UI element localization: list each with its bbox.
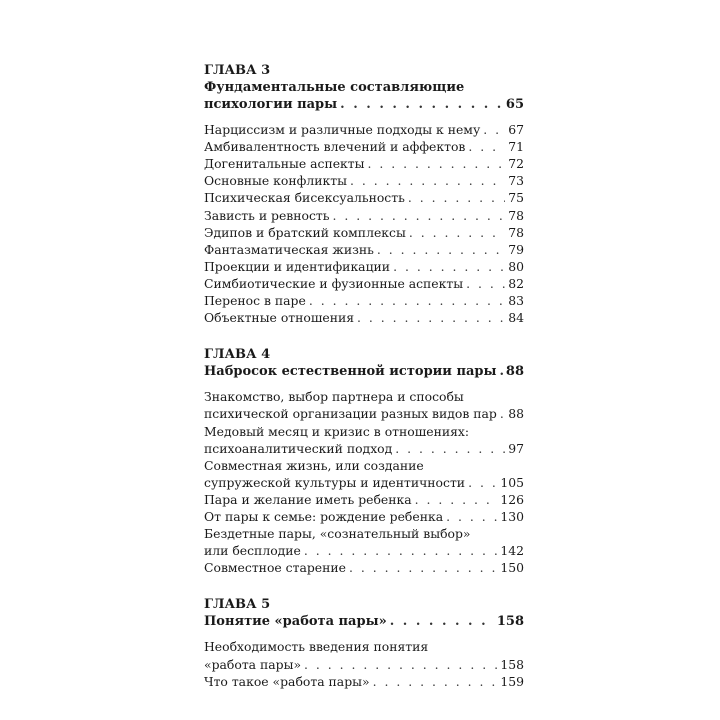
page-number: 82 [508,275,524,291]
toc-entry[interactable] [204,309,524,326]
page-number: 84 [508,310,524,326]
chapter-title: психологии пары [204,97,338,112]
entry-title: От пары к семье: рождение ребенка [204,508,444,524]
entry-row [204,474,524,491]
chapter-title-entry[interactable] [204,96,524,113]
dot-leader [304,656,497,673]
chapter-title: Понятие «работа пары» [204,614,387,630]
entry-title: Проекции и идентификации [204,258,391,274]
dot-leader [349,559,497,576]
page-number: 88 [505,364,524,380]
toc-entry[interactable] [204,423,524,457]
page-number: 88 [508,406,524,422]
dot-leader [390,613,494,630]
chapter-heading [204,346,524,380]
toc-entry[interactable] [204,121,524,138]
entry-title: Амбивалентность влечений и аффектов [204,139,466,155]
entry-row [204,508,524,525]
toc-entry[interactable] [204,275,524,292]
dot-leader [393,258,505,275]
entry-row [204,224,524,241]
entry-title: психоаналитический подход [204,440,393,456]
entry-title: Зависть и ревность [204,207,330,223]
entry-row [204,207,524,224]
entry-row [204,172,524,189]
dot-leader [408,189,505,206]
dot-leader [350,172,505,189]
page-number: 126 [500,491,524,507]
chapter-heading [204,596,524,630]
entry-row [204,258,524,275]
page-number: 150 [500,560,524,576]
entry-title-line: Совместная жизнь, или создание [204,457,424,473]
entry-title: психической организации разных видов пар [204,406,497,422]
dot-leader [468,138,505,155]
dot-leader [309,292,505,309]
entry-row [204,440,524,457]
toc-entry[interactable] [204,638,524,672]
toc-entry[interactable] [204,207,524,224]
entry-title: Эдипов и братский комплексы [204,224,406,240]
entry-title: Симбиотические и фузионные аспекты [204,275,464,291]
dot-leader [466,275,505,292]
chapter-section [204,346,524,576]
chapter-section [204,62,524,326]
toc-entry[interactable] [204,559,524,576]
chapter-heading [204,62,524,113]
toc-entry[interactable] [204,138,524,155]
dot-leader [377,241,505,258]
entry-row [204,656,524,673]
toc-entry[interactable] [204,673,524,690]
toc-entry[interactable] [204,189,524,206]
entry-row [204,155,524,172]
toc-entry[interactable] [204,491,524,508]
page-number: 71 [508,139,524,155]
dot-leader [340,96,503,113]
dot-leader [333,207,506,224]
chapter-label: ГЛАВА 5 [204,597,271,613]
entry-title: Что такое «работа пары» [204,673,370,689]
entry-title: «работа пары» [204,656,302,672]
dot-leader [304,542,497,559]
entry-row [204,189,524,206]
page-number: 158 [500,656,524,672]
entry-row [204,405,524,422]
dot-leader [500,405,505,422]
table-of-contents [204,62,524,710]
dot-leader [373,673,498,690]
entry-title-line: Медовый месяц и кризис в отношениях: [204,423,470,439]
entry-title: Объектные отношения [204,310,355,326]
page-number: 75 [508,190,524,206]
chapter-title-entry[interactable] [204,363,524,380]
entry-title-line: Бездетные пары, «сознательный выбор» [204,526,471,542]
dot-leader [500,363,503,380]
page-number: 159 [500,673,524,689]
entry-row [204,491,524,508]
entry-title: Догенитальные аспекты [204,156,365,172]
page-number: 105 [500,474,524,490]
toc-entry[interactable] [204,224,524,241]
entry-title: Совместное старение [204,560,346,576]
chapter-title: Набросок естественной истории пары [204,364,497,380]
dot-leader [483,121,505,138]
page-number: 78 [508,207,524,223]
page-number: 78 [508,224,524,240]
toc-entry[interactable] [204,457,524,491]
entry-row [204,138,524,155]
entry-title: Психическая бисексуальность [204,190,405,206]
chapter-label: ГЛАВА 4 [204,347,271,363]
toc-entry[interactable] [204,172,524,189]
page-number: 72 [508,156,524,172]
chapter-title-entry[interactable] [204,613,524,630]
page-number: 130 [500,508,524,524]
entry-title: Фантазматическая жизнь [204,241,374,257]
page-number: 80 [508,258,524,274]
entry-title-line: Необходимость введения понятия [204,639,429,655]
dot-leader [395,440,505,457]
toc-entry[interactable] [204,241,524,258]
dot-leader [468,474,497,491]
page-number: 65 [505,97,524,112]
dot-leader [368,155,506,172]
page-number: 158 [496,614,524,630]
entry-row [204,275,524,292]
dot-leader [357,309,505,326]
entry-title-line: Знакомство, выбор партнера и способы [204,389,464,405]
toc-entry[interactable] [204,155,524,172]
page-number: 97 [508,440,524,456]
toc-entry[interactable] [204,525,524,559]
entry-title: супружеской культуры и идентичности [204,474,466,490]
chapter-title-line: Фундаментальные составляющие [204,80,465,95]
toc-entry[interactable] [204,388,524,422]
toc-entry[interactable] [204,292,524,309]
entry-title: Нарциссизм и различные подходы к нему [204,122,481,138]
page-number: 83 [508,293,524,309]
entry-title: Основные конфликты [204,173,347,189]
entry-row [204,559,524,576]
dot-leader [415,491,498,508]
entry-row [204,542,524,559]
dot-leader [409,224,505,241]
entry-title: или бесплодие [204,543,301,559]
toc-entry[interactable] [204,508,524,525]
entry-title: Перенос в паре [204,293,306,309]
dot-leader [446,508,497,525]
entry-row [204,309,524,326]
chapter-label: ГЛАВА 3 [204,63,271,78]
toc-entry[interactable] [204,258,524,275]
entry-row [204,673,524,690]
page-number: 79 [508,241,524,257]
page-number: 73 [508,173,524,189]
entry-row [204,292,524,309]
entry-title: Пара и желание иметь ребенка [204,491,412,507]
page-number: 142 [500,543,524,559]
page-number: 67 [508,122,524,138]
entry-row [204,121,524,138]
chapter-section [204,596,524,689]
entry-row [204,241,524,258]
